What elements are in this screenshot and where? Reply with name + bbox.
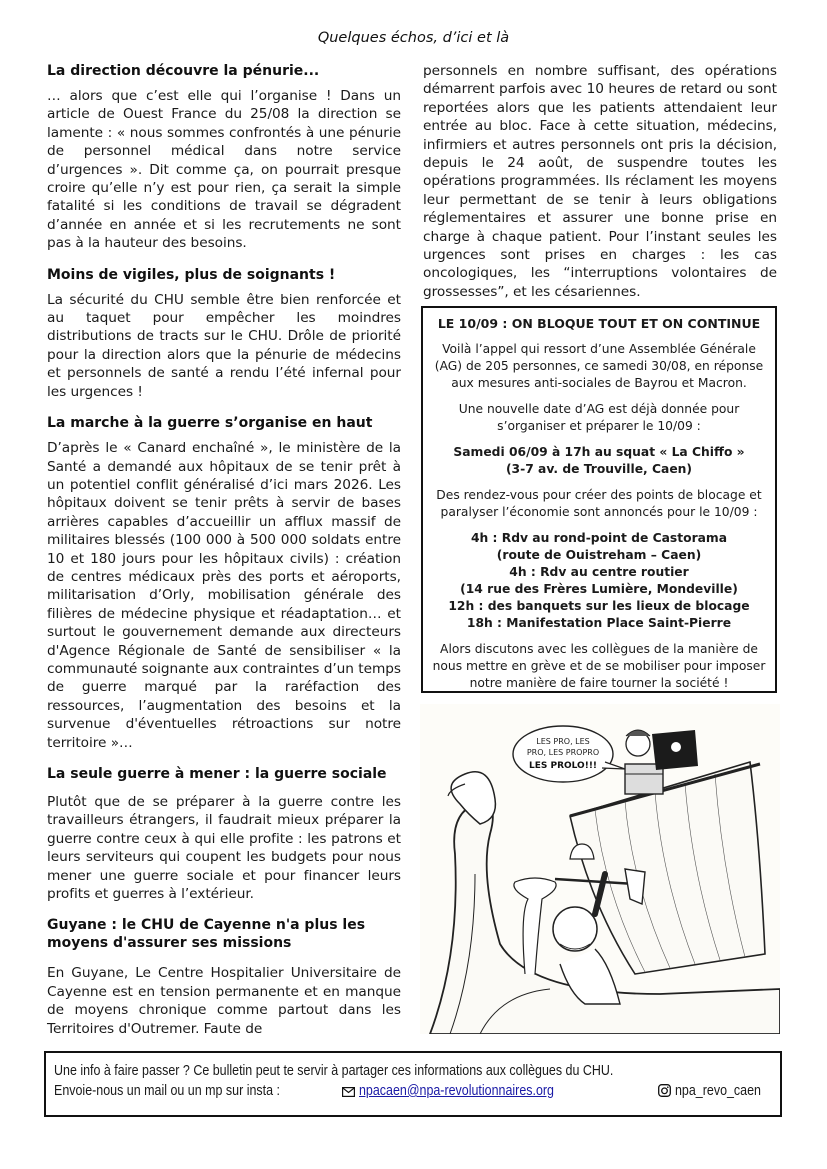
schedule-item: 18h : Manifestation Place Saint-Pierre (466, 616, 732, 630)
cartoon-illustration (420, 704, 780, 1034)
next-ag-address: (3-7 av. de Trouville, Caen) (505, 462, 693, 476)
article-body: En Guyane, Le Centre Hospitalier Universitaire de Cayenne est en tension permanente et en manque de moyens chronique comme partout dans les Territoires d'Outremer. Faute de (47, 965, 401, 1037)
left-column (47, 62, 401, 1051)
article-guyane (47, 916, 401, 1038)
footer-instagram (658, 1081, 775, 1103)
schedule-item: 12h : des banquets sur les lieux de blocage (448, 599, 750, 613)
schedule-item: (14 rue des Frères Lumière, Mondeville) (460, 582, 738, 596)
right-column (423, 62, 777, 314)
schedule-item: 4h : Rdv au centre routier (509, 565, 689, 579)
article-heading: Moins de vigiles, plus de soignants ! (47, 266, 336, 283)
article-direction-penurie (47, 62, 401, 253)
mail-icon (342, 1083, 355, 1103)
article-heading: Guyane : le CHU de Cayenne n'a plus les moyens d'assurer ses missions (47, 917, 366, 952)
article-heading: La direction découvre la pénurie... (47, 63, 320, 79)
callout-schedule (431, 530, 767, 632)
callout-intro: Voilà l’appel qui ressort d’une Assemblée Générale (AG) de 205 personnes, ce samedi 30/08, en réponse aux mesures anti-sociales de Bayrou et Macron. (434, 342, 764, 390)
viking-ship-cartoon-icon (420, 704, 780, 1034)
schedule-item: (route de Ouistreham – Caen) (496, 548, 702, 562)
article-body: Plutôt que de se préparer à la guerre contre les travailleurs étrangers, il faudrait mieux préparer la guerre contre ceux à qui elle profite : les patrons et leurs serviteurs qui coupent les budgets pour nous mener une guerre sociale et pour financer leurs profits et guerres à l’extérieur. (47, 794, 401, 903)
article-body: La sécurité du CHU semble être bien renforcée et au taquet pour empêcher les moindres distributions de tracts sur le CHU. Drôle de priorité pour la direction alors que la pénurie de médecins et personnels de santé a rendu l’été infernal pour les urgences ! (47, 291, 401, 400)
callout-next-ag (431, 444, 767, 478)
article-vigiles (47, 266, 401, 401)
email-link[interactable]: npacaen@npa-revolutionnaires.org (359, 1083, 554, 1099)
callout-closing: Alors discutons avec les collègues de la manière de nous mettre en grève et de se mobiliser pour imposer notre manière de faire tourner la société ! (432, 642, 766, 690)
footer-info-text: Une info à faire passer ? Ce bulletin peut te servir à partager ces informations aux collègues du CHU. (54, 1063, 614, 1079)
article-guyane-continuation: personnels en nombre suffisant, des opérations démarrent parfois avec 10 heures de retard ou sont reportées alors que les patients attendaient leur entrée au bloc. Face à cette situation, médecins, infirmiers et autres personnels ont pris la décision, depuis le 24 août, de suspendre toutes les opérations programmées. Ils réclament les moyens leur permettant de se tenir à leurs obligations réglementaires et assurer une bonne prise en charge à chaque patient. Pour l’instant seules les urgences sont prises en charges : les cas oncologiques, les “interruptions volontaires de grossesses”, et les césariennes. (423, 63, 777, 300)
article-body: D’après le « Canard enchaîné », le ministère de la Santé a demandé aux hôpitaux de se tenir prêt à un potentiel conflit généralisé d’ici mars 2026. Les hôpitaux doivent se tenir prêts à servir de bases arrières capables d’accueillir un afflux massif de militaires blessés (100 000 à 500 000 soldats entre 10 et 180 jours pour les hôpitaux civils) : création de centres médicaux près des ports et aéroports, militarisation d’Orly, mobilisation générale des filières de médecine physique et réadaptation… et surtout le gouvernement demande aux directeurs d'Agence Régionale de Santé de sensibiliser « la communauté soignante aux contraintes d’un temps de guerre marqué par la raréfaction des ressources, l’augmentation des besoins et la survenue d'éventuelles rétroactions sur notre territoire »… (47, 440, 401, 751)
article-guerre-sociale (47, 765, 401, 903)
footer-contact-box (44, 1051, 782, 1117)
callout-rdv-intro: Des rendez-vous pour créer des points de blocage et paralyser l’économie sont annoncés pour le 10/09 : (436, 488, 762, 519)
footer-contact-line (54, 1081, 772, 1101)
article-heading: La marche à la guerre s’organise en haut (47, 415, 373, 432)
instagram-handle[interactable]: npa_revo_caen (675, 1083, 761, 1099)
footer-contact-label: Envoie-nous un mail ou un mp sur insta : (54, 1083, 280, 1099)
instagram-icon (658, 1083, 671, 1103)
callout-title: LE 10/09 : ON BLOQUE TOUT ET ON CONTINUE (437, 316, 761, 331)
article-body: … alors que c’est elle qui l’organise ! Dans un article de Ouest France du 25/08 la direction se lamente : « nous sommes confrontés à une pénurie de personnel médical dans notre service d’urgences ». Dit comme ça, on pourrait presque croire qu’elle n’y est pour rien, ça serait la simple fatalité si les conditions de travail se dégradent d’année en année et si les recrutements ne sont pas à la hauteur des besoins. (47, 88, 401, 252)
callout-box-10-09 (421, 306, 777, 693)
page-header: Quelques échos, d’ici et là (317, 30, 510, 46)
footer-email (342, 1081, 586, 1103)
callout-next-ag-intro: Une nouvelle date d’AG est déjà donnée pour s’organiser et préparer le 10/09 : (458, 402, 740, 433)
svg-text:LES PRO, LES: LES PRO, LES (536, 737, 590, 746)
svg-text:PRO, LES PROPRO: PRO, LES PROPRO (526, 748, 600, 757)
next-ag-date: Samedi 06/09 à 17h au squat « La Chiffo » (453, 445, 745, 459)
svg-text:LES PROLO!!!: LES PROLO!!! (528, 761, 598, 771)
schedule-item: 4h : Rdv au rond-point de Castorama (470, 531, 728, 545)
article-marche-guerre (47, 414, 401, 752)
article-heading: La seule guerre à mener : la guerre sociale (47, 766, 387, 782)
